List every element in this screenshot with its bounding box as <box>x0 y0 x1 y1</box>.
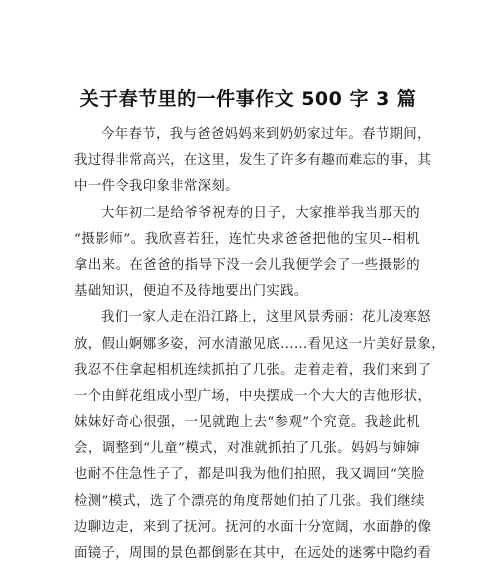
text-line: 边聊边走，来到了抚河。抚河的水面十分宽阔，水面静的像 <box>74 519 432 535</box>
paragraph-1 <box>74 122 432 201</box>
text-line: 我忍不住拿起相机连续抓拍了几张。走着走着，我们来到了 <box>74 362 432 378</box>
text-line: 拿出来。在爸爸的指导下没一会儿我便学会了一些摄影的 <box>74 257 420 273</box>
text-line: 基础知识，便迫不及待地要出门实践。 <box>74 284 308 300</box>
document-body <box>74 122 445 561</box>
text-line: 面镜子，周围的景色都倒影在其中，在远处的迷雾中隐约看 <box>74 546 432 561</box>
text-line: “摄影师”。我欣喜若狂，连忙央求爸爸把他的宝贝--相机 <box>74 231 420 247</box>
text-line: 大年初二是给爷爷祝寿的日子，大家推举我当那天的 <box>101 205 420 221</box>
text-line: 检测”模式，选了个漂亮的角度帮她们拍了几张。我们继续 <box>74 493 425 509</box>
text-line: 也耐不住急性子了，都是叫我为他们拍照，我又调回“笑脸 <box>74 467 425 483</box>
text-line: 妹妹好奇心很强，一见就跑上去“参观”个究竟。我趁此机 <box>74 415 420 431</box>
text-line: 放，假山婀娜多姿，河水清澈见底……看见这一片美好景象， <box>74 336 445 352</box>
paragraph-3 <box>74 305 445 561</box>
paragraph-2 <box>74 201 420 306</box>
text-line: 今年春节，我与爸爸妈妈来到奶奶家过年。春节期间， <box>101 127 431 142</box>
text-line: 中一件令我印象非常深刻。 <box>74 179 239 195</box>
text-line: 我们一家人走在沿江路上，这里风景秀丽：花儿凌寒怒 <box>101 310 431 326</box>
text-line: 我过得非常高兴，在这里，发生了许多有趣而难忘的事，其 <box>74 153 432 169</box>
text-line: 会，调整到“儿童”模式，对准就抓拍了几张。妈妈与婶婶 <box>74 441 420 457</box>
text-line: 一个由鲜花组成小型广场，中央摆成一个大大的吉他形状， <box>74 388 432 404</box>
document-title: 关于春节里的一件事作文 500 字 3 篇 <box>79 88 417 110</box>
